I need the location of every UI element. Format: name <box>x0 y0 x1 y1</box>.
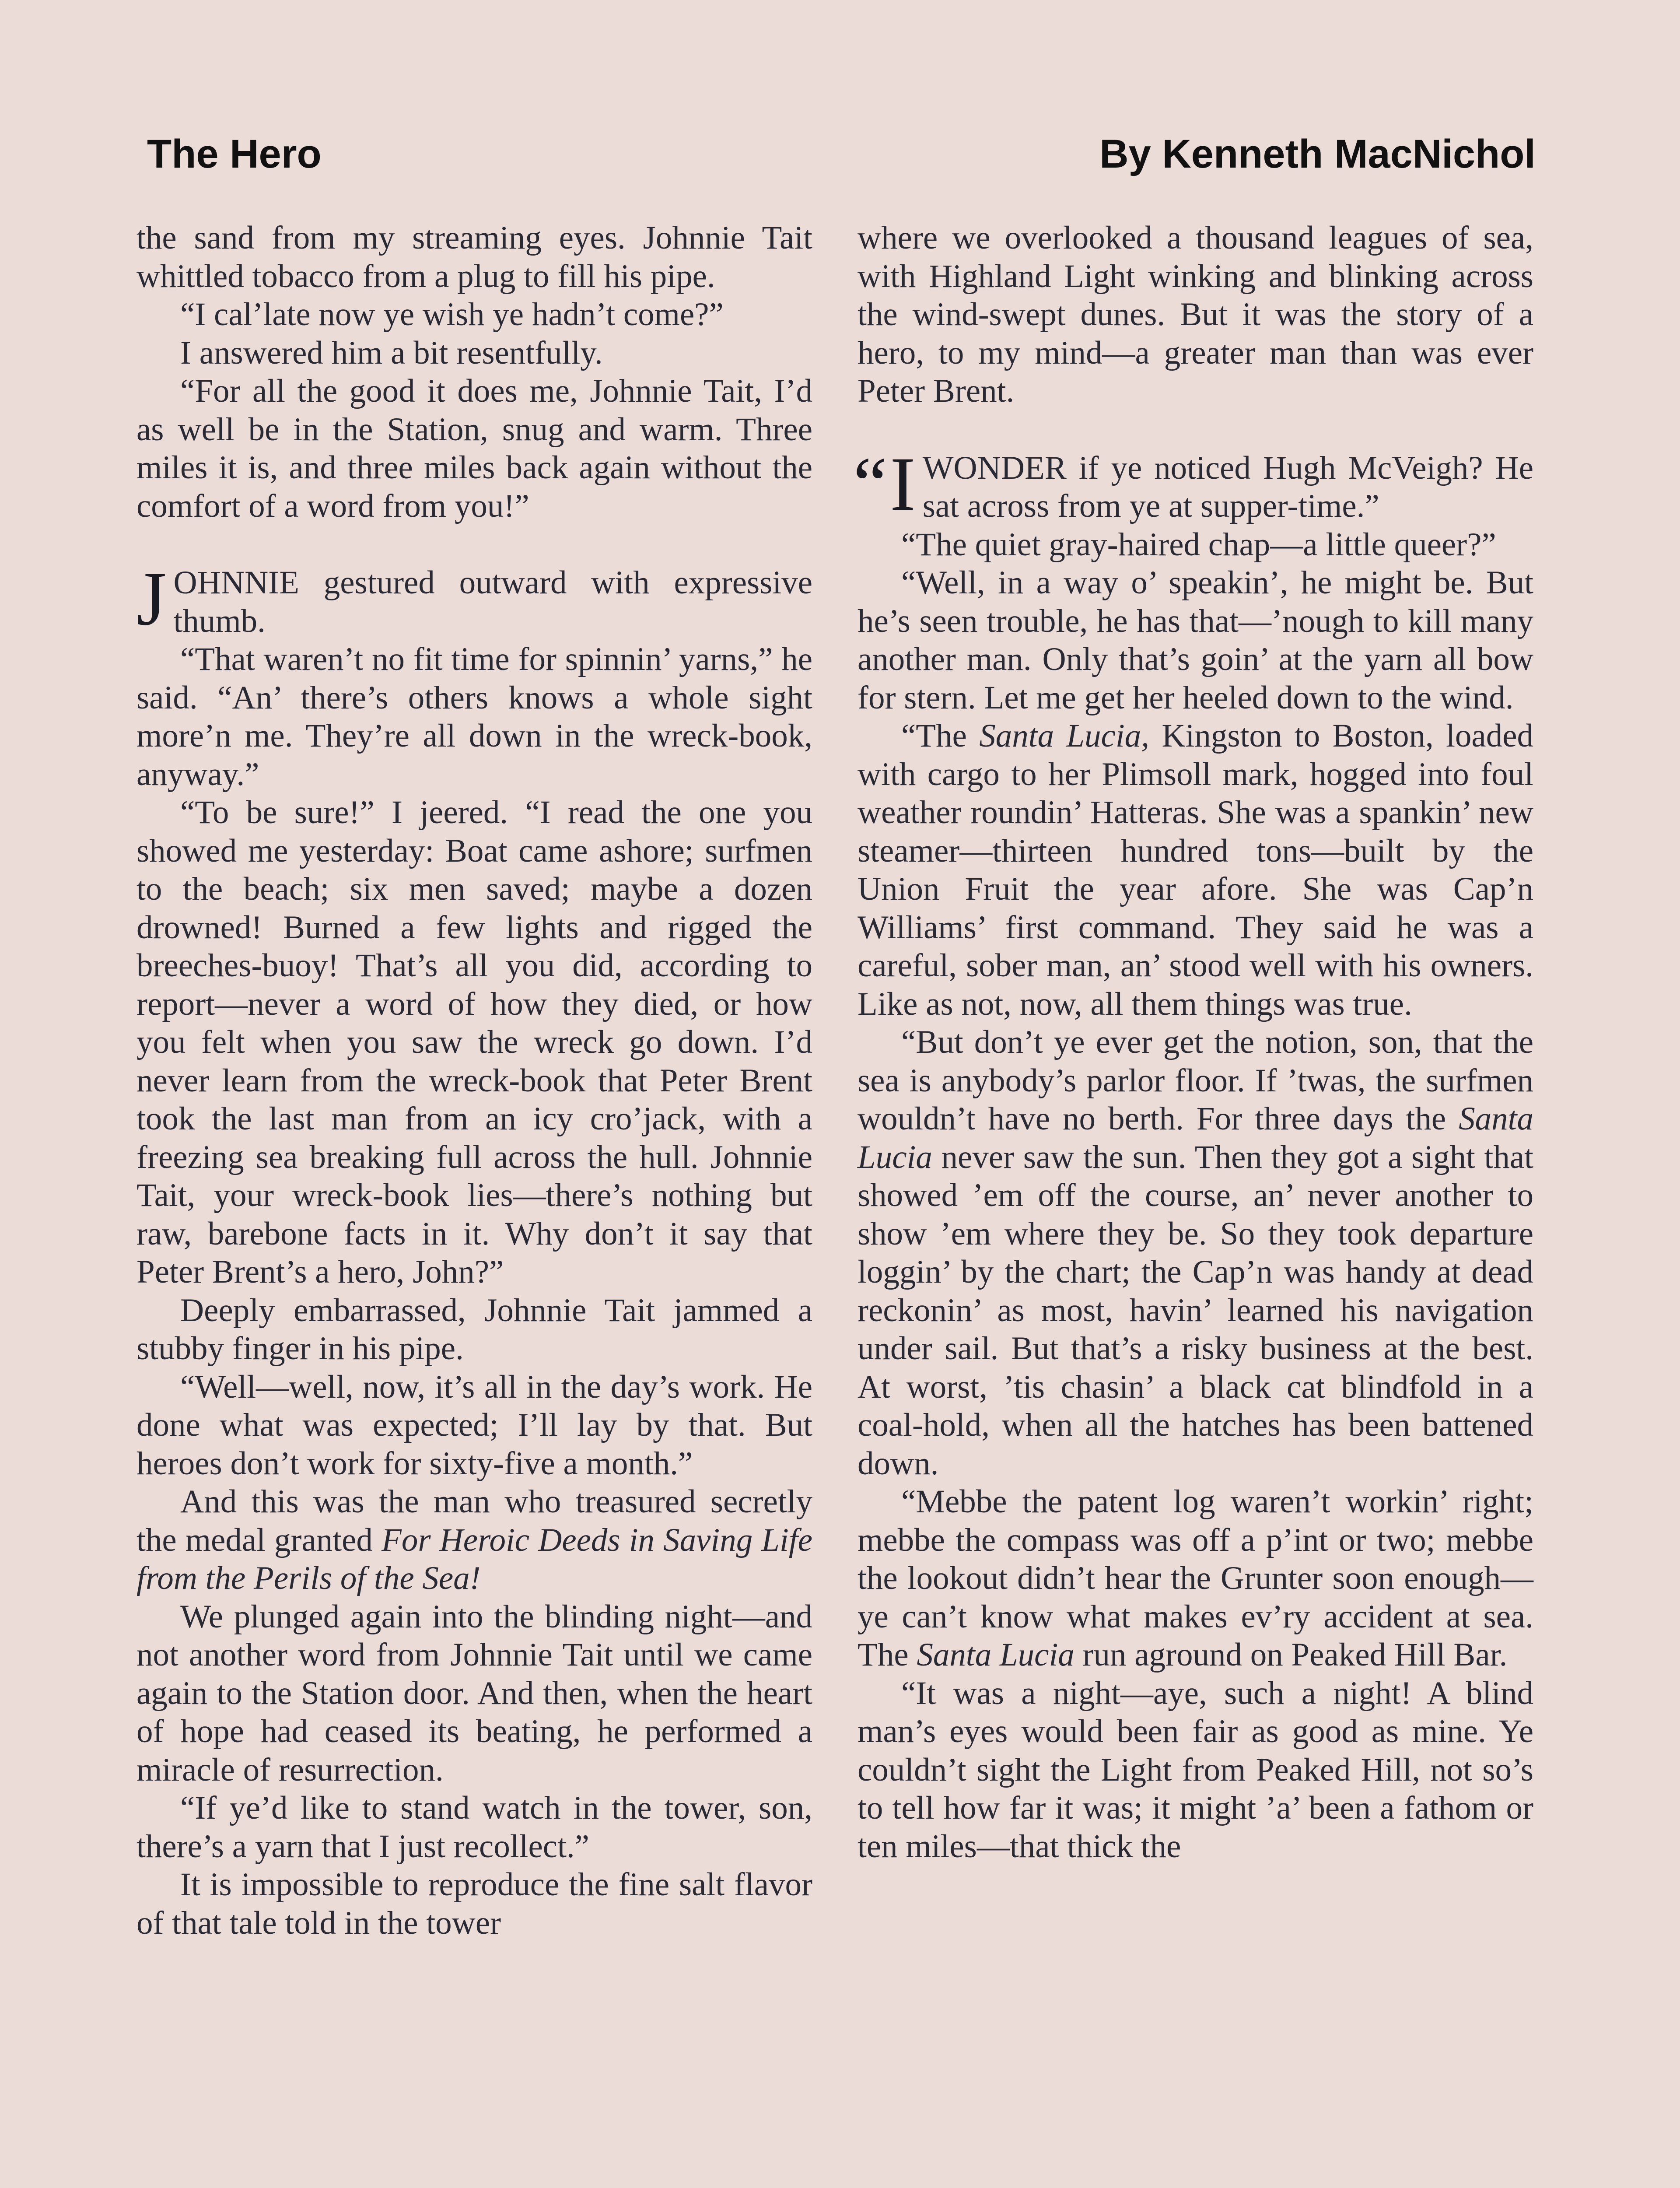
story-title: The Hero <box>147 132 322 176</box>
paragraph: “Well, in a way o’ speakin’, he might be. But he’s seen trouble, he has that—’nough to kill many another man. Only that’s goin’ at the yarn all bow for stern. Let me get her heeled down to the wind. <box>858 565 1533 716</box>
section-opening-paragraph: JOHNNIE gestured outward with expressive thumb. <box>136 556 812 642</box>
paragraph: “But don’t ye ever get the notion, son, that the sea is anybody’s parlor floor. If ’twas, the surfmen wouldn’t have no berth. For three days the Santa Lucia never saw the sun. Then they got a sight that showed ’em off the course, an’ never another to show ’em where they be. So they took departure loggin’ by the chart; the Cap’n was handy at dead reckonin’ as most, havin’ learned his navigation under sail. But that’s a risky business at the best. At worst, ’tis chasin’ a black cat blindfold in a coal-hold, when all the hatches has been battened down. <box>858 1024 1533 1482</box>
paragraph: the sand from my streaming eyes. Johnnie Tait whittled tobacco from a plug to fill his pipe. <box>136 220 812 295</box>
paragraph: “I cal’late now ye wish ye hadn’t come?” <box>180 296 724 333</box>
drop-cap: “I <box>853 441 916 527</box>
drop-cap: J <box>136 556 167 642</box>
paragraph: “That waren’t no fit time for spinnin’ yarns,” he said. “An’ there’s others knows a whole sight more’n me. They’re all down in the wreck-book, anyway.” <box>136 641 812 792</box>
paragraph: I answered him a bit resentfully. <box>180 334 603 371</box>
left-column <box>136 219 812 1942</box>
paragraph: We plunged again into the blinding night—and not another word from Johnnie Tait until we came again to the Station door. And then, when the heart of hope had ceased its beating, he performed a miracle of resurrection. <box>136 1598 812 1788</box>
paragraph: “The Santa Lucia, Kingston to Boston, loaded with cargo to her Plimsoll mark, hogged into foul weather roundin’ Hatteras. She was a spankin’ new steamer—thirteen hundred tons—built by the Union Fruit the year afore. She was Cap’n Williams’ first command. They said he was a careful, sober man, an’ stood well with his owners. Like as not, now, all them things was true. <box>858 718 1534 1022</box>
paragraph: “Mebbe the patent log waren’t workin’ right; mebbe the compass was off a p’int or two; mebbe the lookout didn’t hear the Grunter soon enough—ye can’t know what makes ev’ry accident at sea. The Santa Lucia run aground on Peaked Hill Bar. <box>858 1483 1533 1673</box>
running-header <box>147 131 1536 177</box>
paragraph: “The quiet gray-haired chap—a little queer?” <box>901 526 1496 563</box>
paragraph: “Well—well, now, it’s all in the day’s work. He done what was expected; I’ll lay by that. But heroes don’t work for sixty-five a month.” <box>136 1368 812 1482</box>
medal-inscription: For Heroic Deeds in Saving Life from the Perils of the Sea! <box>136 1522 812 1596</box>
paragraph: “It was a night—aye, such a night! A blind man’s eyes would been fair as good as mine. Ye couldn’t sight the Light from Peaked Hill, not so’s to tell how far it was; it might ’a’ been a fathom or ten miles—that thick the <box>858 1675 1533 1865</box>
ship-name: Santa Lucia, <box>979 718 1150 754</box>
paragraph: And this was the man who treasured secretly the medal granted For Heroic Deeds in Saving Life from the Perils of the Sea! <box>136 1483 812 1596</box>
ship-name: Santa Lucia <box>917 1637 1074 1673</box>
paragraph: It is impossible to reproduce the fine salt flavor of that tale told in the tower <box>136 1866 812 1941</box>
paragraph: “For all the good it does me, Johnnie Tait, I’d as well be in the Station, snug and warm. Three miles it is, and three miles back again without the comfort of a word from you!” <box>136 373 812 524</box>
right-column <box>853 219 1534 1865</box>
author-byline: By Kenneth MacNichol <box>1099 132 1536 176</box>
ship-name: Santa Lucia <box>858 1101 1533 1175</box>
paragraph: “If ye’d like to stand watch in the tower, son, there’s a yarn that I just recollect.” <box>136 1790 812 1865</box>
paragraph: “To be sure!” I jeered. “I read the one you showed me yesterday: Boat came ashore; surfmen to the beach; six men saved; maybe a dozen drowned! Burned a few lights and rigged the breeches-buoy! That’s all you did, according to report—never a word of how they died, or how you felt when you saw the wreck go down. I’d never learn from the wreck-book that Peter Brent took the last man from an icy cro’jack, with a freezing sea breaking full across the hull. Johnnie Tait, your wreck-book lies—there’s nothing but raw, barebone facts in it. Why don’t it say that Peter Brent’s a hero, John?” <box>136 794 812 1290</box>
section-opening-paragraph: “I WONDER if ye noticed Hugh McVeigh? He sat across from ye at supper-time.” <box>853 441 1533 527</box>
paragraph: where we overlooked a thousand leagues of sea, with Highland Light winking and blinking across the wind-swept dunes. But it was the story of a hero, to my mind—a greater man than was ever Peter Brent. <box>858 220 1533 409</box>
paragraph: Deeply embarrassed, Johnnie Tait jammed a stubby finger in his pipe. <box>136 1292 812 1367</box>
